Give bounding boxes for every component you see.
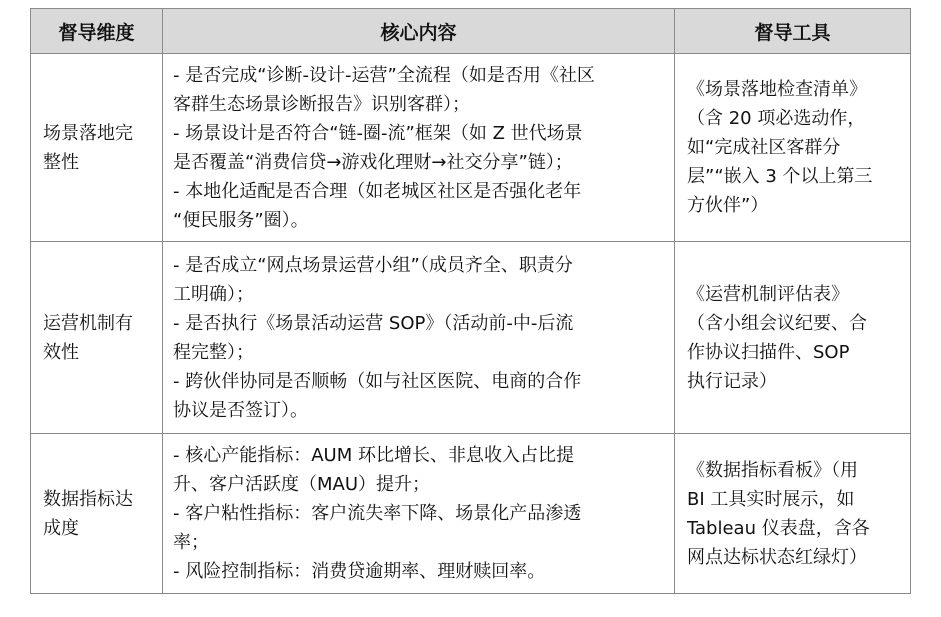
content-line: - 本地化适配是否合理（如老城区社区是否强化老年 [173,180,582,202]
tools-line: 执行记录） [687,370,777,392]
dimension-line: 运营机制有 [43,312,133,334]
content-line: - 是否执行《场景活动运营 SOP》（活动前-中-后流 [173,312,574,334]
dimension-cell [31,434,163,594]
tools-line: 《场景落地检查清单》 [687,79,867,100]
content-line: 率； [173,532,209,553]
content-cell [163,434,675,594]
dimension-line: 成度 [43,517,79,539]
content-line: - 是否完成“诊断-设计-运营”全流程（如是否用《社区 [173,64,595,86]
table-row [31,434,911,594]
content-line: 程完整）； [173,341,254,363]
supervision-table [30,8,911,594]
content-line: - 场景设计是否符合“链-圈-流”框架（如 Z 世代场景 [173,122,583,144]
tools-line: Tableau 仪表盘，含各 [687,517,870,539]
tools-line: 如“完成社区客群分 [687,137,841,158]
content-line: - 风险控制指标：消费贷逾期率、理财赎回率。 [173,561,546,582]
header-content: 核心内容 [163,9,675,54]
content-line: “便民服务”圈）。 [173,209,309,231]
tools-cell [675,434,911,594]
content-line: 是否覆盖“消费信贷→游戏化理财→社交分享”链）； [173,151,573,173]
tools-line: （含 20 项必选动作， [687,108,866,129]
tools-line: （含小组会议纪要、合 [687,312,867,334]
tools-cell [675,54,911,242]
dimension-line: 场景落地完 [43,122,133,144]
content-line: 客群生态场景诊断报告》识别客群）； [173,93,470,115]
dimension-cell [31,242,163,434]
content-line: - 跨伙伴协同是否顺畅（如与社区医院、电商的合作 [173,370,582,392]
content-line: 协议是否签订）。 [173,399,308,421]
tools-line: 层”“嵌入 3 个以上第三 [687,166,873,187]
tools-line: 《运营机制评估表》 [687,283,849,305]
tools-line: 网点达标状态红绿灯） [687,546,867,568]
content-line: - 客户粘性指标：客户流失率下降、场景化产品渗透 [173,503,582,524]
content-cell [163,242,675,434]
dimension-line: 效性 [43,341,79,363]
tools-line: 《数据指标看板》（用 [687,459,858,481]
dimension-line: 数据指标达 [43,488,133,510]
tools-line: 作协议扫描件、SOP [687,341,850,363]
header-tools: 督导工具 [675,9,911,54]
content-cell [163,54,675,242]
dimension-line: 整性 [43,151,79,173]
table-row [31,242,911,434]
tools-line: 方伙伴”） [687,195,769,216]
content-line: 升、客户活跃度（MAU）提升； [173,474,431,495]
content-line: 工明确）； [173,283,254,305]
header-row [31,9,911,54]
tools-cell [675,242,911,434]
content-line: - 是否成立“网点场景运营小组”（成员齐全、职责分 [173,254,573,276]
content-line: - 核心产能指标：AUM 环比增长、非息收入占比提 [173,445,574,466]
header-dimension: 督导维度 [31,9,163,54]
table-row [31,54,911,242]
dimension-cell [31,54,163,242]
tools-line: BI 工具实时展示，如 [687,488,855,510]
